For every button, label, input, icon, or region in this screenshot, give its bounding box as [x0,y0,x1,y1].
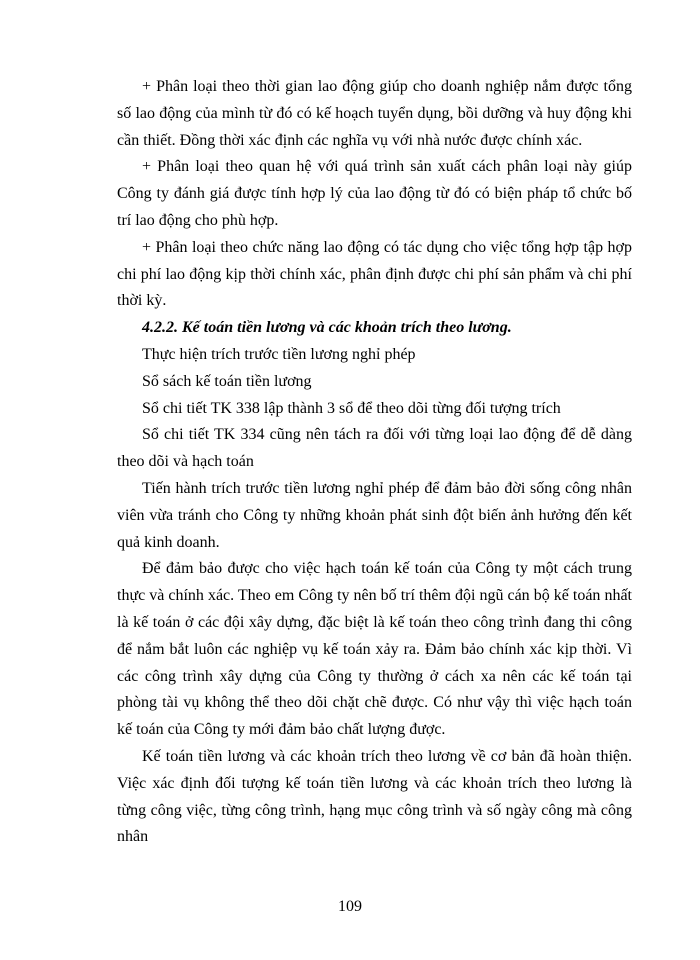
section-heading: 4.2.2. Kế toán tiền lương và các khoản trích theo lương. [142,319,512,337]
body-text [117,74,632,851]
paragraph-payroll-books: Sổ sách kế toán tiền lương [142,372,312,390]
page-number: 109 [338,898,362,915]
paragraph-accounting-staff: Để đảm bảo được cho việc hạch toán kế toán của Công ty một cách trung thực và chính xác. Theo em Công ty nên bố trí thêm đội ngũ cán bộ kế toán nhất là kế toán ở các đội xây dựng, đặc biệt là kế toán theo công trình đang thi công để nắm bắt luôn các nghiệp vụ kế toán xảy ra. Đảm bảo chính xác kịp thời. Vì các công trình xây dựng của Công ty thường ở cách xa nên các kế toán tại phòng tài vụ không thể theo dõi chặt chẽ được. Có như vậy thì việc hạch toán kế toán của Công ty mới đảm bảo chất lượng được. [117,560,632,739]
paragraph-tk338: Sổ chi tiết TK 338 lập thành 3 sổ để theo dõi từng đối tượng trích [142,399,561,417]
paragraph-time-classification: + Phân loại theo thời gian lao động giúp cho doanh nghiệp nắm được tổng số lao động của mình từ đó có kế hoạch tuyển dụng, bồi dưỡng và huy động khi cần thiết. Đồng thời xác định các nghĩa vụ với nhà nước được chính xác. [117,78,632,149]
paragraph-conclusion: Kế toán tiền lương và các khoản trích theo lương về cơ bản đã hoàn thiện. Việc xác định đối tượng kế toán tiền lương và các khoản trích theo lương là từng công việc, từng công trình, hạng mục công trình và số ngày công mà công nhân [117,747,632,846]
paragraph-leave-accrual-purpose: Tiến hành trích trước tiền lương nghỉ phép để đảm bảo đời sống công nhân viên vừa tránh cho Công ty những khoản phát sinh đột biến ảnh hưởng đến kết quả kinh doanh. [117,479,632,551]
paragraph-leave-accrual: Thực hiện trích trước tiền lương nghỉ phép [142,345,416,363]
paragraph-tk334: Sổ chi tiết TK 334 cũng nên tách ra đối với từng loại lao động để dễ dàng theo dõi và hạch toán [117,426,632,471]
paragraph-production-classification: + Phân loại theo quan hệ với quá trình sản xuất cách phân loại này giúp Công ty đánh giá được tính hợp lý của lao động từ đó có biện pháp tổ chức bố trí lao động cho phù hợp. [117,158,632,229]
paragraph-function-classification: + Phân loại theo chức năng lao động có tác dụng cho việc tổng hợp tập hợp chi phí lao động kịp thời chính xác, phân định được chi phí sản phẩm và chi phí thời kỳ. [117,238,632,310]
